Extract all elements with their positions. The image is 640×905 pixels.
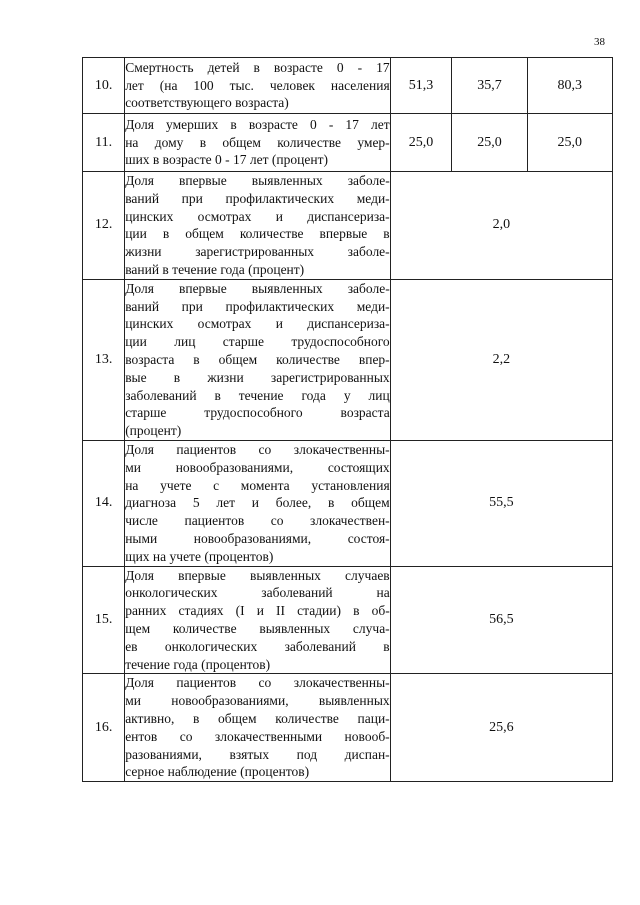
value-cell: 2,0 <box>390 172 612 280</box>
row-number: 12. <box>83 172 125 280</box>
row-number: 11. <box>83 114 125 172</box>
table-row <box>83 114 613 172</box>
value-cell: 25,6 <box>390 674 612 782</box>
row-number: 14. <box>83 440 125 566</box>
table-row <box>83 566 613 674</box>
value-cell: 25,0 <box>527 114 612 172</box>
indicators-table <box>82 57 613 782</box>
row-description: Доля впервые выявленных заболе- ваний при профилактических меди- цинских осмотрах и диспансеризa- ции в общем количестве впервые в жизни зарегистрированных заболе- ваний в течение года (процент) <box>125 172 391 280</box>
table-row <box>83 674 613 782</box>
row-number: 15. <box>83 566 125 674</box>
value-cell: 55,5 <box>390 440 612 566</box>
row-description: Доля пациентов со злокачественны- ми новообразованиями, выявленных активно, в общем количестве паци- ентов со злокачественными новооб- разованиями, взятых под диспан- серное наблюдение (процентов) <box>125 674 391 782</box>
table-row <box>83 440 613 566</box>
row-number: 16. <box>83 674 125 782</box>
value-cell: 25,0 <box>390 114 452 172</box>
row-description: Доля умерших в возрасте 0 - 17 лет на дому в общем количестве умер- ших в возрасте 0 - 17 лет (процент) <box>125 114 391 172</box>
table-row <box>83 172 613 280</box>
table-row <box>83 279 613 440</box>
row-description: Смертность детей в возрасте 0 - 17 лет (на 100 тыс. человек населения соответствующего возраста) <box>125 58 391 114</box>
value-cell: 2,2 <box>390 279 612 440</box>
row-number: 13. <box>83 279 125 440</box>
value-cell: 56,5 <box>390 566 612 674</box>
value-cell: 51,3 <box>390 58 452 114</box>
table-row <box>83 58 613 114</box>
page-number: 38 <box>594 36 605 48</box>
row-number: 10. <box>83 58 125 114</box>
row-description: Доля впервые выявленных заболе- ваний при профилактических меди- цинских осмотрах и диспансеризa- ции лиц старше трудоспособного возраста в общем количестве впер- вые в жизни зарегистрированных заболеваний в течение года у лиц старше трудоспособного возраста (процент) <box>125 279 391 440</box>
row-description: Доля впервые выявленных случаев онкологических заболеваний на ранних стадиях (I и II стадии) в об- щем количестве выявленных случа- ев онкологических заболеваний в течение года (процентов) <box>125 566 391 674</box>
value-cell: 35,7 <box>452 58 527 114</box>
row-description: Доля пациентов со злокачественны- ми новообразованиями, состоящих на учете с момента установления диагноза 5 лет и более, в общем числе пациентов со злокачествен- ными новообразованиями, состоя- щих на учете (процентов) <box>125 440 391 566</box>
value-cell: 80,3 <box>527 58 612 114</box>
value-cell: 25,0 <box>452 114 527 172</box>
